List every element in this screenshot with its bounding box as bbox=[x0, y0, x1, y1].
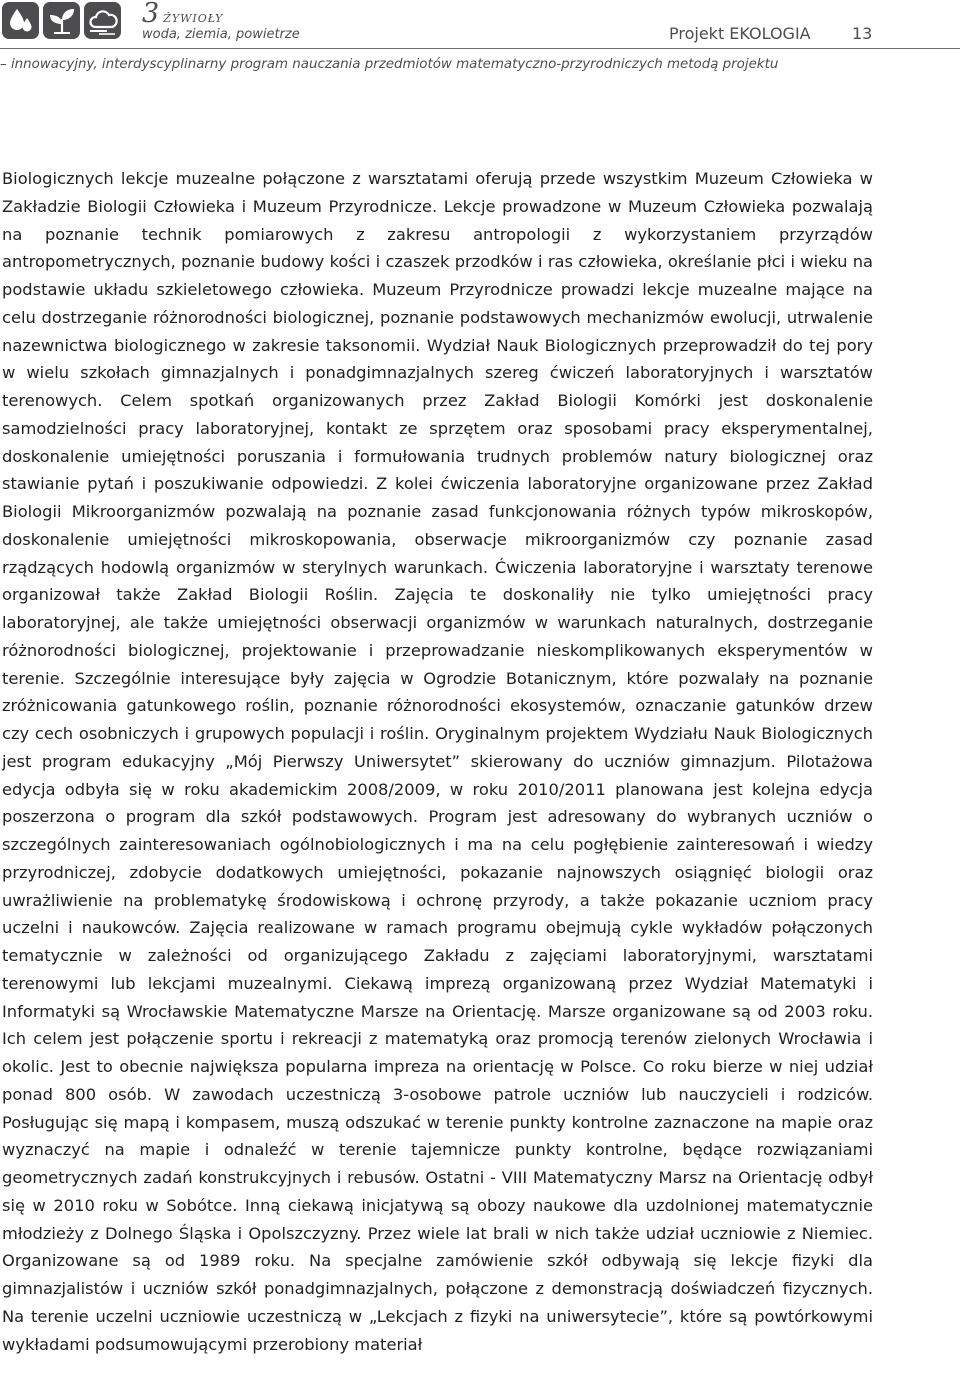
project-name: Projekt EKOLOGIA bbox=[669, 24, 811, 43]
cloud-wind-icon bbox=[84, 2, 121, 39]
series-title bbox=[142, 0, 300, 27]
plant-sprout-icon bbox=[43, 2, 80, 39]
series-number: 3 bbox=[142, 0, 160, 29]
series-subtitle: woda, ziemia, powietrze bbox=[142, 27, 300, 42]
header-divider bbox=[0, 48, 960, 49]
body-paragraph: Biologicznych lekcje muzealne połączone z warsztatami oferują przede wszystkim Muzeum Człowieka w Zakładzie Biologii Człowieka i Muzeum Przyrodnicze. Lekcje prowadzone w Muzeum Człowieka pozwalają na poznanie technik pomiarowych z zakresu antropologii z wykorzystaniem przyrządów antropometrycznych, poznanie budowy kości i czaszek przodków i ras człowieka, określanie płci i wieku na podstawie układu szkieletowego człowieka. Muzeum Przyrodnicze prowadzi lekcje muzealne mające na celu dostrzeganie różnorodności biologicznej, poznanie podstawowych mechanizmów ewolucji, utrwalenie nazewnictwa biologicznego w zakresie taksonomii. Wydział Nauk Biologicznych przeprowadził do tej pory w wielu szkołach gimnazjalnych i ponadgimnazjalnych szereg ćwiczeń laboratoryjnych i warsztatów terenowych. Celem spotkań organizowanych przez Zakład Biologii Komórki jest doskonalenie samodzielności pracy laboratoryjnej, kontakt ze sprzętem oraz sposobami pracy eksperymentalnej, doskonalenie umiejętności poruszania i formułowania trudnych problemów natury biologicznej oraz stawianie pytań i poszukiwanie odpowiedzi. Z kolei ćwiczenia laboratoryjne organizowane przez Zakład Biologii Mikroorganizmów pozwalają na poznanie zasad funkcjonowania różnych typów mikroskopów, doskonalenie umiejętności mikroskopowania, obserwacje mikroorganizmów czy poznanie zasad rządzących hodowlą organizmów w sterylnych warunkach. Ćwiczenia laboratoryjne i warsztaty terenowe organizował także Zakład Biologii Roślin. Zajęcia te doskonaliły nie tylko umiejętności pracy laboratoryjnej, ale także umiejętności obserwacji organizmów w warunkach naturalnych, dostrzeganie różnorodności biologicznej, projektowanie i przeprowadzanie nieskomplikowanych eksperymentów w terenie. Szczególnie interesujące były zajęcia w Ogrodzie Botanicznym, które pozwalały na poznanie zróżnicowania gatunkowego roślin, poznanie różnorodności ekosystemów, oznaczanie gatunków drzew czy cech osobniczych i grupowych populacji i roślin. Oryginalnym projektem Wydziału Nauk Biologicznych jest program edukacyjny „Mój Pierwszy Uniwersytet” skierowany do uczniów gimnazjum. Pilotażowa edycja odbyła się w roku akademickim 2008/2009, w roku 2010/2011 planowana jest kolejna edycja poszerzona o program dla szkół podstawowych. Program jest adresowany do wybranych uczniów o szczególnych zainteresowaniach ogólnobiologicznych i ma na celu pogłębienie zainteresowań i wiedzy przyrodniczej, zdobycie dodatkowych umiejętności, pokazanie najnowszych osiągnięć biologii oraz uwrażliwienie na problematykę środowiskową i ochronę przyrody, a także pokazanie uczniom pracy uczelni i naukowców. Zajęcia realizowane w ramach programu obejmują cykle wykładów połączonych tematycznie w zależności od organizującego Zakładu z zajęciami laboratoryjnymi, warsztatami terenowymi lub lekcjami muzealnymi. Ciekawą imprezą organizowaną przez Wydział Matematyki i Informatyki są Wrocławskie Matematyczne Marsze na Orientację. Marsze organizowane są od 2003 roku. Ich celem jest połączenie sportu i rekreacji z matematyką oraz promocją terenów zielonych Wrocławia i okolic. Jest to obecnie największa popularna impreza na orientację w Polsce. Co roku bierze w niej udział ponad 800 osób. W zawodach uczestniczą 3-osobowe patrole uczniów lub nauczycieli i rodziców. Posługując się mapą i kompasem, muszą odszukać w terenie punkty kontrolne zaznaczone na mapie oraz wyznaczyć na mapie i odnaleźć w terenie tajemnicze punkty kontrolne, będące rozwiązaniami geometrycznych zadań konstrukcyjnych i rebusów. Ostatni - VIII Matematyczny Marsz na Orientację odbył się w 2010 roku w Sobótce. Inną ciekawą inicjatywą są obozy naukowe dla uzdolnionej matematycznie młodzieży z Dolnego Śląska i Opolszczyzny. Przez wiele lat brali w nich także udział uczniowie z Niemiec. Organizowane są od 1989 roku. Na specjalne zamówienie szkół odbywają się lekcje fizyki dla gimnazjalistów i uczniów szkół ponadgimnazjalnych, połączone z demonstracją doświadczeń fizycznych. Na terenie uczelni uczniowie uczestniczą w „Lekcjach z fizyki na uniwersytecie”, które są powtórkowymi wykładami podsumowującymi przerobiony materiał bbox=[2, 169, 873, 1354]
page-header bbox=[0, 0, 960, 50]
water-drops-icon bbox=[2, 2, 39, 39]
series-name: żywioły bbox=[163, 7, 224, 26]
program-subtitle: – innowacyjny, interdyscyplinarny program nauczania przedmiotów matematyczno-przyrodniczych metodą projektu bbox=[0, 57, 779, 72]
section-icons bbox=[2, 2, 121, 39]
series-branding bbox=[142, 0, 300, 41]
page-number: 13 bbox=[852, 24, 873, 43]
